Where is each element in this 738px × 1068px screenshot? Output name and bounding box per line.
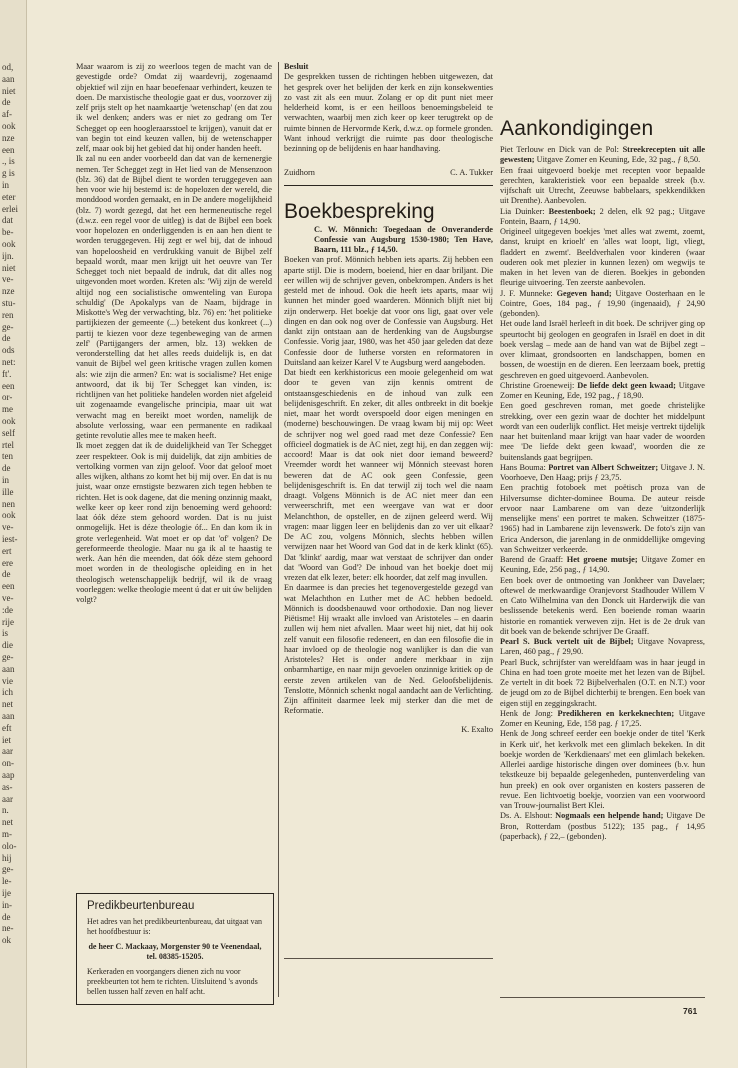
edge-fragment: ert (2, 545, 12, 556)
announcement-author: Henk de Jong: (500, 708, 553, 718)
announcement-title: Beestenboek; (548, 206, 596, 216)
review-book-title: C. W. Mönnich: Toegedaan de Onveranderde Confessie van Augsburg 1530-1980; Ten Have, Baarn, 111 blz., ƒ 14,50. (314, 224, 493, 254)
edge-fragment: n. (2, 805, 9, 816)
announcement-publisher: Uitgave Zomer en Keuning, Ede, 192 pag., ƒ 18,90. (500, 380, 705, 400)
article-column-middle (284, 62, 493, 735)
edge-fragment: ije (2, 888, 11, 898)
edge-fragment: g is (2, 168, 15, 179)
review-paragraph: Dat biedt een kerkhistoricus een mooie gelegenheid om wat door te geven van zijn kennis omtrent de ontstaansgeschiedenis en de inhoud van zulk een belijdenisgeschrift. En zeker, dit alles ontbreekt in dit boekje niet, maar het wordt overspoeld door eigen meningen en (moderne) beschouwingen. De vraag kwam bij mij op: Weet de schrijver nog wel goed raad met deze Confessie? Een officieel dogmatiek is de AC niet, zegt hij, en dan zeggen wij: accoord! Maar is dat ook niet door iemand beweerd? Vreemder wordt het wanneer wij Mönnich steevast horen beweren dat de AC ook geen Confessie, geen belijdenisgeschrift is. En dat terwijl zij toch wel die naam draagt. Volgens Mönnich is de AC niet meer dan een verweerschrift, met een weergave van wat er door Melanchthon, de opsteller, en de zijnen geleerd werd. Wij vragen: maar liggen leer en belijdenis dan zo ver uit elkaar? De AC zou, volgens Mönnich, slechts hebben willen verwijzen naar het Woord van God dat in de kerk klinkt (65). Dat 'klinkt' aardig, maar wat verstaat de schrijver dan onder dat 'Woord van God'? De inhoud van het boekje doet mij vrezen dat elk lezer, beter: elk hoorder, dat zelf mag invullen. (284, 368, 493, 582)
announcement-publisher: Uitgave J. N. Voorhoeve, Den Haag; prijs ƒ 23,75. (500, 462, 705, 482)
edge-fragment: ne- (2, 923, 14, 934)
announcement-author: Lia Duinker: (500, 206, 545, 216)
edge-fragment: ook (2, 121, 16, 131)
announcement-entry (500, 381, 705, 402)
announcement-description: Een prachtig fotoboek met poëtisch proza van de Hilversumse dichter-dominee Bouma. De auteur reisde ervoor naar Lambarene om van deze 'uitzonderlijk menselijke mens' een portret te maken. Schweitzer (1875-1965) had in Lambarene zijn levenswerk. De foto's zijn van Erica Anderson, die jarenlang in de onmiddellijke omgeving van Schweitzer verkeerde. (500, 483, 705, 554)
announcement-entry (500, 207, 705, 228)
announcement-description: Henk de Jong schreef eerder een boekje onder de titel 'Kerk in Kerk uit', het kerkvolk met een glimlach bekeken. In dit boekje worden de 'Kerkdienaars' met een glimlach bekeken. Allerlei aardige historische dingen over dominees (b.v. hun tekstkeuze bij bepaalde gelegenheden, puntenverdeling van hun preek) en ook over organisten en kosters passeren de revue. Een lichtvoetig boekje, voorzien van een voorwoord van Trouw-journalist Bert Klei. (500, 729, 705, 810)
announcement-publisher: Uitgave Zomer en Keuning, Ede, 32 pag., ƒ 8,50. (534, 155, 701, 165)
edge-fragment: de (2, 463, 11, 474)
predikbeurtenbureau-box (76, 893, 274, 1005)
edge-fragment: aar (2, 746, 13, 757)
article-paragraph: Ik moet zeggen dat ik de duidelijkheid van Ter Schegget zeer respekteer. Ook is mij duidelijk, dat zijn ambities de vertolking vormen van zijn geloof. Voor dat geloof moet alles wijken, althans zo komt het bij mij over. En dat is nu juist, waar onze ernstigste bezwaren zich tegen hebben te richten. Het is ook dagene, dat die mening onzinnig maakt, welke keer op keer rond zijn benoeming werd gehoord: laat óók déze stem gehoord worden. Dat is nu juist onmogelijk. Het is déze theologie óf... En dan kom ik in grote verlegenheid. Wat moet er op dat 'of' volgen? De gereformeerde theologie. Maar nu ga ik al te haastig te werk. Aan hén die meenden, dat óók déze stem gehoord moet worden in de theologische opleiding en in het theologisch wetenschappelijk bedrijf, wil ik de vraag voorleggen: welke theologie meent ú dat er uit úw belijden volgt? (76, 441, 272, 604)
announcement-entry (500, 463, 705, 484)
edge-fragment: ich (2, 687, 13, 698)
edge-fragment: aan (2, 663, 15, 674)
announcement-description: Een boek over de ontmoeting van Jonkheer van Davelaer; oftewel de merkwaardige Oranjevorst Stadhouder Willem V en Cato Wilhelmina van den Donck uit Harderwijk die van beslissende betekenis werd. Een boeiende roman waarin historie en romantiek verweven zijn. Het is de 2e druk van dit boek van de bekende schrijver De Graaff. (500, 575, 705, 636)
edge-fragment: die (2, 640, 13, 651)
edge-fragment: ok (2, 935, 11, 946)
announcement-author: Hans Bouma: (500, 462, 546, 472)
review-paragraph: En daarmee is dan precies het tegenovergestelde gezegd van wat Melachthon en Luther met de AC hebben bedoeld. Mönnich is doodsbenauwd voor orthodoxie. Dan nog liever Piëtisme! Hij wraakt alle invloed van Aristoteles – en daarin zullen wij hem niet afvallen. Maar weet hij niet, dat hij ook zelf vanuit een filosofie redeneert, en dan een filosofie die in haar invloed op de theologie nog wanlijker is dan die van Aristoteles? Het is onder andere merkbaar in zijn onbarmhartige, en naar mijn gevoelen onzinnige kritiek op de eerste zeven artikelen van de Ned. Geloofsbelijdenis. Tenslotte, Mönnich schenkt nogal aandacht aan de Verlichting. Zijn affiniteit daarmee leek mij sterker dan die met de Reformatie. (284, 583, 493, 716)
announcement-title: Nogmaals een helpende hand; (555, 811, 664, 821)
edge-fragment: aap (2, 770, 15, 780)
edge-fragment: een (2, 581, 15, 592)
announcement-title: Predikheren en kerkeknechten; (557, 708, 675, 718)
edge-fragment: ve- (2, 593, 14, 603)
announcement-entry (500, 811, 705, 842)
article-paragraph: Maar waarom is zij zo weerloos tegen de macht van de gevestigde orde? Omdat zij waardevrij, zogenaamd objektief wil zijn en haar beoefenaar verhindert, keuzen te doen. De marxistische theologie gaat er dus, voorzover zij zelf prijs stelt op het naamkaartje 'wetenschap' (en dat zou ik wel denken; anders was er niet zo gedrang om Ter Schegget op een hoogleraarsstoel te krijgen), vanuit dat er van begin tot eind keuzen vallen, bij de wetenschapper zelf, maar ook bij het gebied dat hij onder handen heeft. (76, 62, 272, 153)
edge-fragment: net (2, 699, 13, 710)
box-address: de heer C. Mackaay, Morgenster 90 te Veenendaal, tel. 08385-15205. (88, 942, 262, 961)
edge-fragment: ge- (2, 652, 14, 662)
announcement-publisher: Uitgave Oosterhaan en le Cointre, Goes, 184 pag., ƒ 19,90 (ingenaaid), ƒ 24,90 (gebonden). (500, 288, 705, 318)
edge-fragment: dat (2, 215, 13, 226)
edge-fragment: is (2, 628, 9, 639)
announcement-author: J. F. Munneke: (500, 288, 553, 298)
edge-fragment: een (2, 144, 15, 155)
announcement-description: Pearl Buck, schrijfster van wereldfaam was in haar jeugd in China en had toen grote moeite met het lezen van de Bijbel. Ze vertelt in dit boek 72 Bijbelverhalen (O.T. en N.T.) voor de jeugd om zo de Bijbel dichterbij te brengen. Een boek van eigen stijl en zeggingskracht. (500, 657, 705, 708)
edge-fragment: de (2, 911, 11, 922)
edge-fragment: self (2, 427, 15, 438)
edge-fragment: in- (2, 899, 12, 910)
edge-fragment: m- (2, 829, 12, 839)
edge-fragment: een (2, 380, 15, 391)
announcement-publisher: Uitgave Zomer en Keuning, Ede, 256 pag., ƒ 14,90. (500, 555, 705, 575)
edge-fragment: ft'. (2, 368, 12, 379)
boekbespreking-heading: Boekbespreking (284, 199, 435, 223)
edge-fragment: ve- (2, 274, 14, 285)
announcement-title: De liefde dekt geen kwaad; (577, 380, 676, 390)
announcement-author: Barend de Graaff: (500, 555, 564, 564)
section-rule (284, 958, 493, 959)
box-title: Predikbeurtenbureau (87, 900, 195, 912)
section-rule (284, 185, 493, 186)
edge-fragment: niet (2, 85, 16, 96)
article-column-left (76, 62, 272, 862)
announcement-publisher: Uitgave Zomer en Keuning, Ede, 158 pag. ƒ 17,25. (500, 708, 705, 728)
edge-fragment: erlei (2, 203, 18, 214)
edge-fragment: net: (2, 357, 16, 367)
box-line: Het adres van het predikbeurtenbureau, dat uitgaat van het hoofdbestuur is: (87, 917, 263, 936)
edge-fragment: ren (2, 309, 14, 320)
edge-fragment: ook (2, 416, 16, 426)
edge-fragment: in (2, 475, 10, 485)
edge-fragment: eter (2, 191, 16, 202)
announcement-title: Het groene mutsje; (566, 555, 638, 564)
edge-fragment: ijn. (2, 250, 14, 261)
announcement-entry (500, 289, 705, 320)
edge-fragment: le- (2, 876, 12, 887)
announcement-author: Ds. A. Elshout: (500, 811, 553, 821)
announcement-entry (500, 709, 705, 730)
article-paragraph: Ik zal nu een ander voorbeeld dan dat van de kernenergie nemen. Ter Schegget zegt in Het lied van de Mensenzoon (blz. 36) dat de Bijbel dient te worden teruggegeven aan hen voor wie hij bestemd is: de hopelozen der wereld, die monddood worden gemaakt, en in De andere mogelijkheid (blz. 7) wordt gezegd, dat het een hermeneutische regel (d.w.z. een regel voor de uitleg) is dat de Bijbel een boek voor hopelozen en onderliggenden is en aan hen dient te worden teruggegeven. Hij zegt er wel bij, dat de inhoud van hopeloosheid en verdrukking vanuit de Bijbel zelf bepaald wordt, maar men krijgt uit het oeuvre van Ter Schegget toch niet bepaald de indruk, dat dit alles nog uitgevonden moet worden. Kreten als: 'Wij zijn de wereld altijd nog een socialistische omwenteling van Europa schuldig' (De Apokalyps van de Naam, bijdrage in Miskotte's Weg der verwachting, blz. 76) en: 'het politieke partijkiezen der gemeente (...) betekent dus konkreet (...) partij te kiezen voor deze tegenbeweging van de armen zelf' (Partijgangers der armen, blz. 13) wekken de veronderstelling dat het alles reeds duidelijk is, en dat vanuit de Bijbel wel geen kritische vragen zullen komen als: wie zijn die armen? En: wat is socialisme? Het enige antwoord, dat ik bij Ter Schegget kan vinden, is: richtlijnen van het politieke handelen worden niet afgeleid uit zogenaamde evangelische principia, maar uit wat verwacht mag en bereikt moet worden, namelijk de absolute verlossing, waar een permanente en radikaal getinte revolutie alles mee te maken heeft. (76, 154, 272, 440)
besluit-text: De gesprekken tussen de richtingen hebben uitgewezen, dat het gesprek over het belijden der kerk en zijn konsekwenties zo vast zit als een muur. Zolang er op dit punt niet meer helderheid komt, is er een heilloos benoemingsbeleid te verwachten, waarbij men zich keer op keer terugtrekt op de ruimte binnen de Hervormde Kerk, d.w.z. op formele gronden. Want inhoud verkrijgt die ruimte pas door theologische bezinning op de belijdenis en haar handhaving. (284, 72, 493, 153)
signature-place: Zuidhorn (284, 168, 315, 178)
edge-fragment: de (2, 97, 11, 108)
edge-fragment: de (2, 569, 11, 580)
edge-fragment: ere (2, 557, 13, 568)
edge-fragment: vie (2, 675, 13, 686)
edge-fragment: or- (2, 392, 13, 403)
edge-fragment: eft (2, 722, 12, 733)
column-divider (278, 62, 279, 997)
edge-fragment: ook (2, 510, 16, 521)
edge-fragment: net (2, 817, 13, 828)
besluit-heading: Besluit (284, 62, 309, 71)
announcement-author: Christine Groeneweij: (500, 380, 575, 390)
edge-fragment: as- (2, 781, 13, 792)
edge-fragment: ods (2, 345, 15, 356)
announcement-list (500, 145, 705, 842)
announcements-column (500, 62, 705, 842)
announcement-author: Piet Terlouw en Dick van de Pol: (500, 145, 619, 154)
announcement-description: Het oude land Israël herleeft in dit boek. De schrijver ging op speurtocht bij geologen en geografen in Israël en doet in dit boek verslag – mede aan de hand van wat de Bijbel zegt – over klimaat, grondsoorten en landschappen, bomen en bossen, de woestijn en de dieren. Een leerzaam boek, prettig geschreven en goed uitgevoerd. Aanbevolen. (500, 319, 705, 380)
review-paragraph: Boeken van prof. Mönnich hebben iets aparts. Zij hebben een aparte stijl. Die is modern, boeiend, hier en daar briljant. Die eer willen wij de schrijver geven, onbekrompen. Anders is het gesteld met de inhoud. Ook die heeft iets aparts, maar wij kunnen het minder goed waarderen. Mönnich blijft niet bij zijn onderwerp. Het boekje dat voor ons ligt, gaat over vele dingen en dan ook nog over de Confessie van Augsburg. Het dankt zijn ontstaan aan de herdenking van de Augsburgse Confessie. Vorig jaar, 1980, was het 450 jaar geleden dat deze Confessie door de lutherse vorsten en reformatoren in Duitsland aan keizer Karel V te Augsburg werd aangeboden. (284, 255, 493, 367)
announcement-publisher: Uitgave De Bron, Rotterdam (postbus 5122); 135 pag., ƒ 14,95 (paperback), ƒ 22,– (gebonden). (500, 811, 705, 841)
review-signature: K. Exalto (461, 724, 493, 734)
edge-fragment: iest- (2, 534, 18, 544)
edge-fragment: hij (2, 852, 12, 863)
signature-author: C. A. Tukker (450, 168, 493, 178)
aankondigingen-heading: Aankondigingen (500, 117, 654, 140)
edge-fragment: ., is (2, 156, 15, 167)
announcement-title: Gegeven hand; (556, 288, 612, 298)
announcement-publisher: Uitgave Novapress, Laren, 460 pag., ƒ 29,90. (500, 637, 705, 657)
edge-fragment: ge- (2, 321, 14, 332)
edge-fragment: ve- (2, 522, 14, 533)
edge-fragment: nen (2, 498, 15, 509)
announcement-description: Een goed geschreven roman, met goede christelijke strekking, over een gezin waar de dochter het middelpunt wordt van een ouderlijk conflict. Het meisje vertrekt tijdelijk naar het buitenland maar krijgt van haar vader de woorden mee 'De liefde dekt geen kwaad', woorden die ze buitenslands gaat begrijpen. (500, 401, 705, 462)
announcement-title: Pearl S. Buck vertelt uit de Bijbel; (500, 637, 634, 646)
announcement-entry (500, 145, 705, 166)
announcement-entry (500, 637, 705, 658)
edge-fragment: ille (2, 486, 14, 497)
edge-fragment: on- (2, 758, 14, 769)
edge-fragment: ook (2, 239, 16, 249)
edge-fragment: de (2, 333, 11, 344)
page-number: 761 (683, 1006, 698, 1016)
edge-fragment: aan (2, 711, 15, 721)
box-note: Kerkeraden en voorgangers dienen zich nu voor preekbeurten tot hem te richten. Uitsluitend 's avonds bellen tussen half zeven en half acht. (87, 967, 258, 996)
edge-fragment: od, (2, 62, 14, 72)
edge-fragment: aar (2, 793, 13, 804)
section-rule (500, 997, 705, 998)
edge-fragment: ge- (2, 864, 14, 875)
edge-fragment: nze (2, 132, 15, 143)
edge-fragment: aan (2, 73, 15, 84)
edge-fragment: stu- (2, 298, 16, 308)
edge-fragment: rije (2, 616, 14, 627)
announcement-publisher: 2 delen, elk 92 pag.; Uitgave Fontein, Baarn, ƒ 14,90. (500, 206, 705, 226)
announcement-description: Origineel uitgegeven boekjes 'met alles wat zwemt, zoemt, danst, kruipt en krioelt' en 'alles wat loopt, ligt, vliegt, fladdert en zwemt'. Beeldverhalen voor kinderen (waar ouderen ook met plezier in kunnen lezen) om wegwijs te maken in het leven van de dieren. Boekjes in gebonden fleurige uitvoering. Ten zeerste aanbevolen. (500, 227, 705, 288)
edge-fragment: olo- (2, 840, 17, 851)
edge-fragment: af- (2, 109, 12, 120)
edge-fragment: rtel (2, 439, 14, 450)
announcement-title: Portret van Albert Schweitzer; (548, 462, 659, 472)
edge-fragment: be- (2, 227, 14, 238)
edge-fragment: me (2, 404, 13, 415)
announcement-description: Een fraai uitgevoerd boekje met recepten voor bepaalde gerechten, karakteristiek voor een bepaalde streek (b.v. vijfschaft uit Utrecht, Zeeuwse babbelaars, spekkendikken uit Drenthe). Aanbevolen. (500, 165, 705, 206)
edge-fragment: in (2, 180, 10, 190)
edge-fragment: nze (2, 286, 15, 297)
edge-fragment: iet (2, 734, 11, 745)
edge-fragment: ten (2, 451, 13, 462)
edge-fragment: niet (2, 262, 16, 273)
edge-fragment: :de (2, 604, 13, 615)
announcement-entry (500, 555, 705, 576)
announcement-title: Streekrecepten uit alle gewesten; (500, 145, 705, 165)
